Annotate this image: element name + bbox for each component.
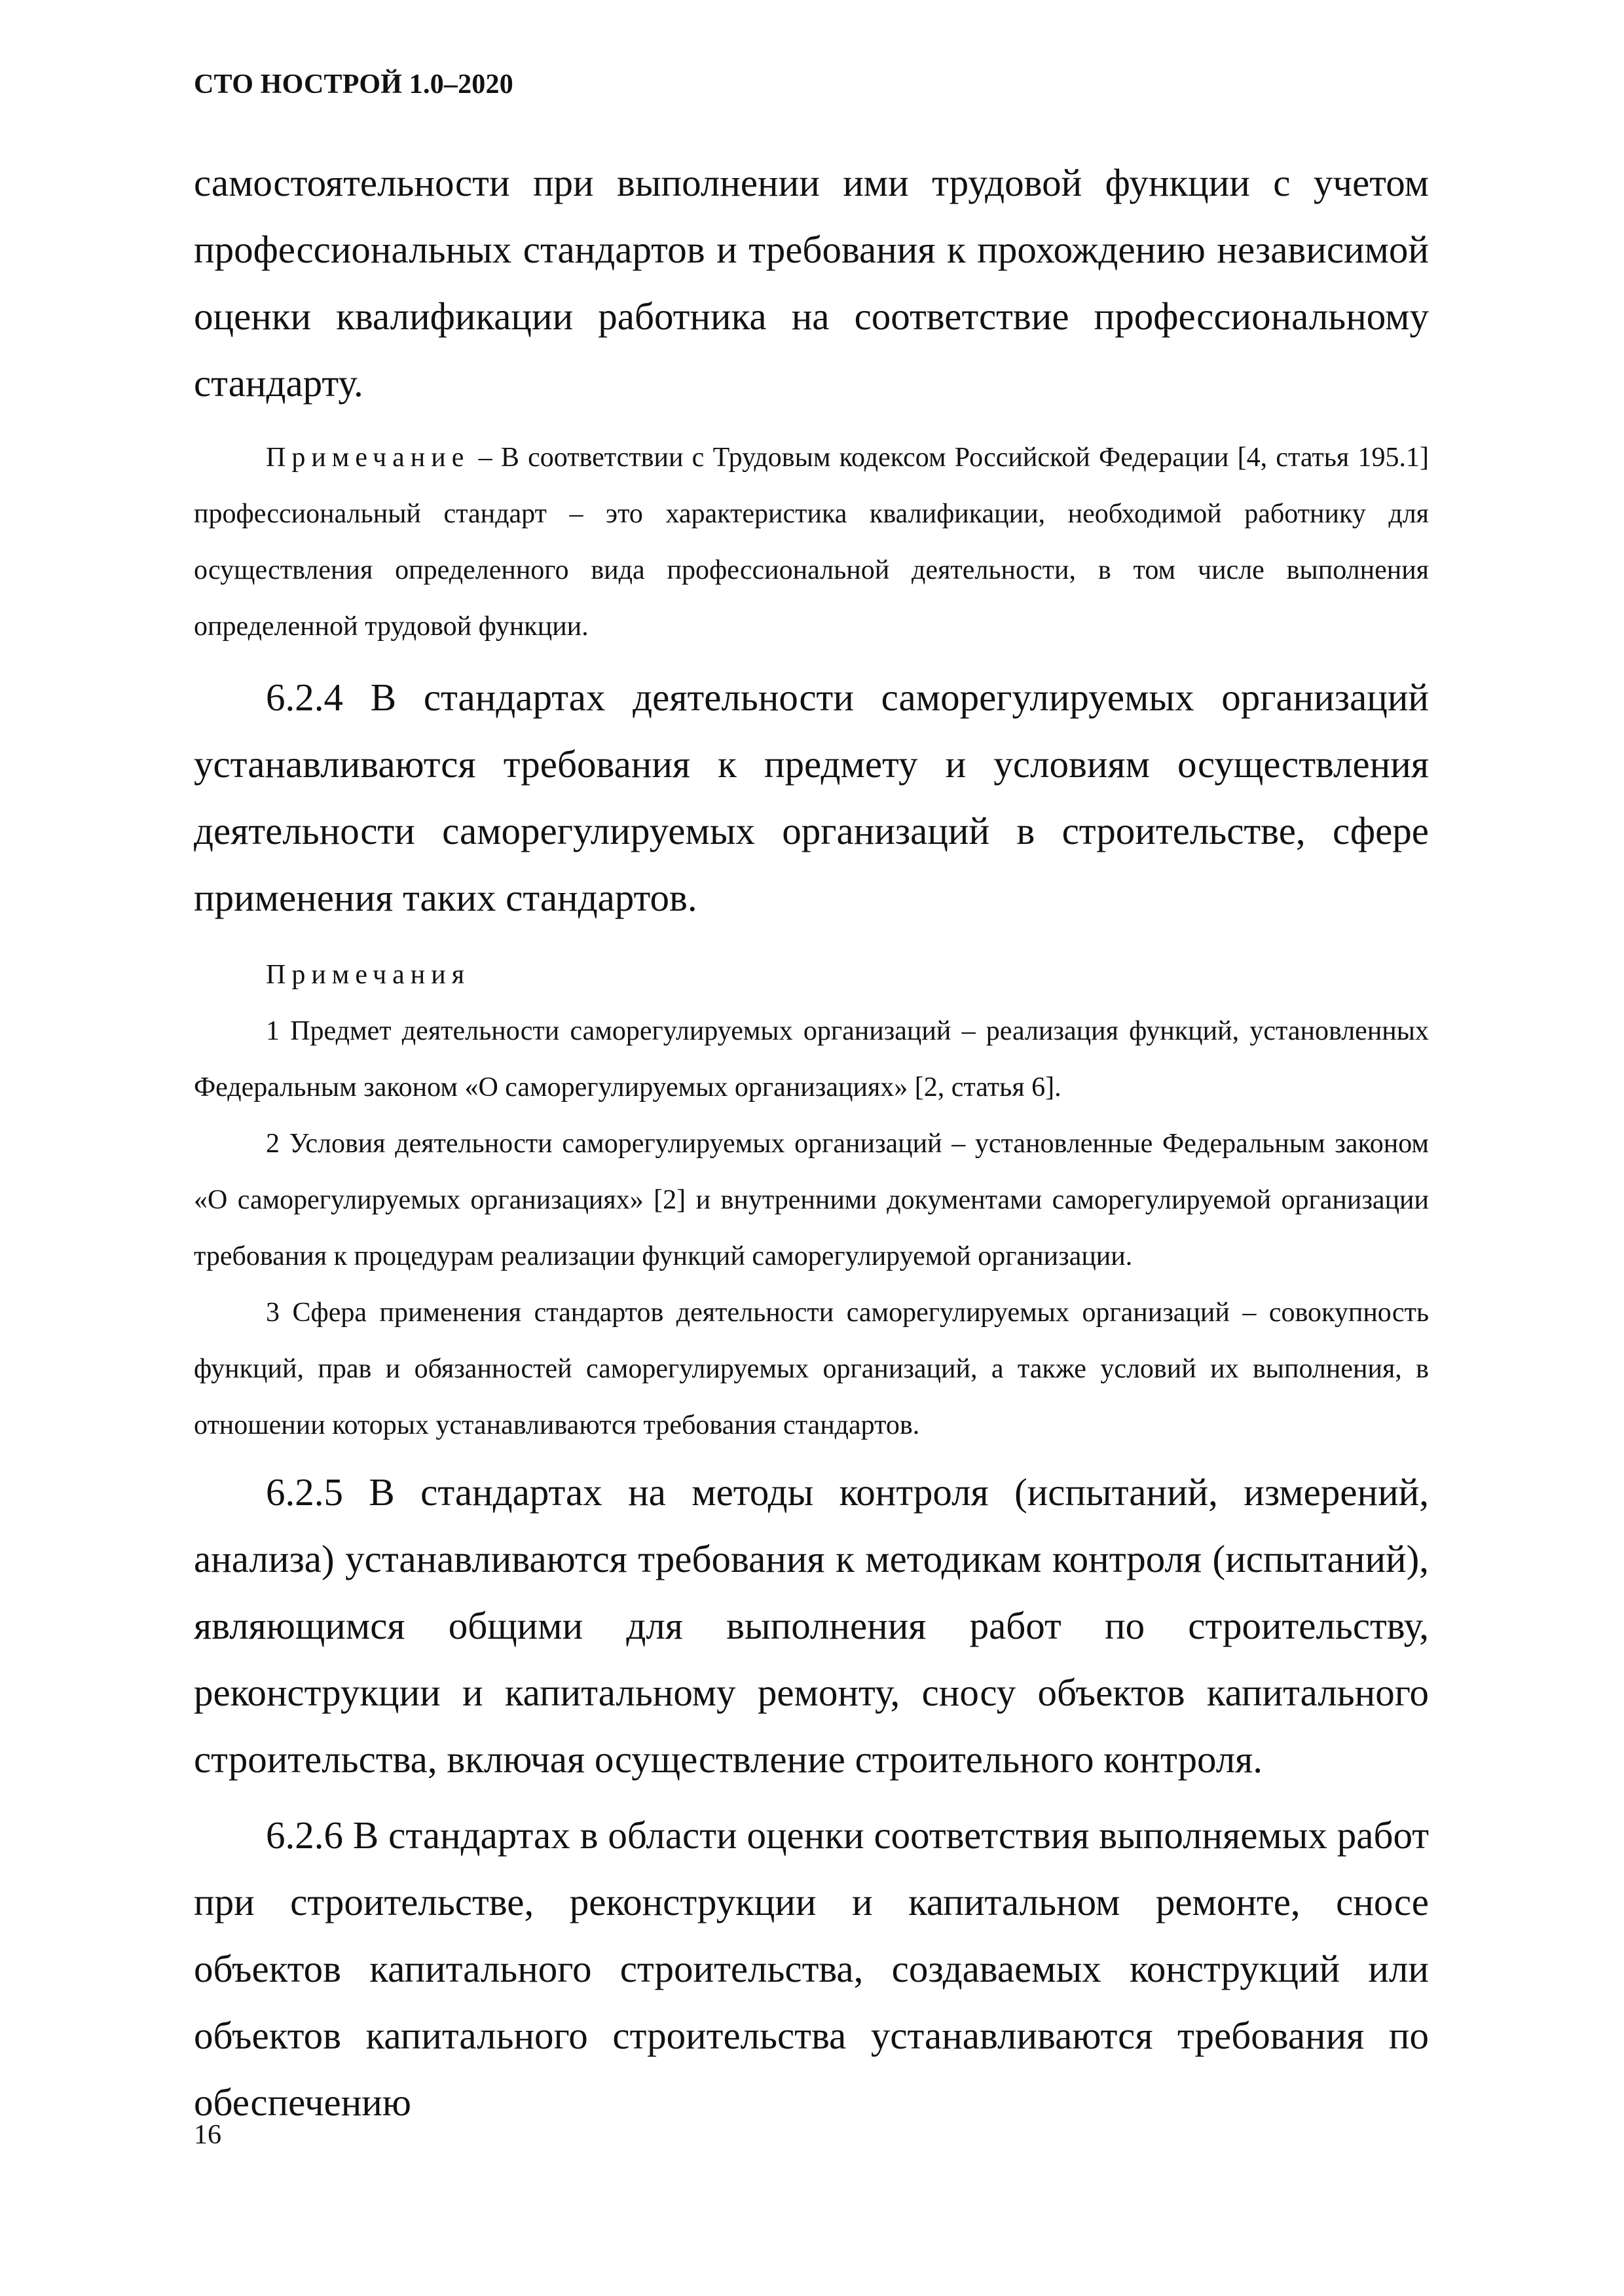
note-text: – В соответствии с Трудовым кодексом Российской Федерации [4, статья 195.1] профессиональный стандарт – это характеристика квалификации, необходимой работнику для осуществления определенного вида профессиональной деятельности, в том числе выполнения определенной трудовой функции. <box>194 443 1429 642</box>
spacing <box>194 655 1429 664</box>
paragraph-continuation: самостоятельности при выполнении ими трудовой функции с учетом профессиональных стандартов и требования к прохождению независимой оценки квалификации работника на соответствие профессиональному стандарту. <box>194 161 1429 405</box>
spacing <box>194 1793 1429 1802</box>
section-6-2-5: 6.2.5 В стандартах на методы контроля (испытаний, измерений, анализа) устанавливаются требования к методикам контроля (испытаний), являющимся общими для выполнения работ по строительству, реконструкции и капитальному ремонту, сносу объектов капитального строительства, включая осуществление строительного контроля. <box>194 1470 1429 1781</box>
note-item-3: 3 Сфера применения стандартов деятельности саморегулируемых организаций – совокупность функций, прав и обязанностей саморегулируемых организаций, а также условий их выполнения, в отношении которых устанавливаются требования стандартов. <box>194 1298 1429 1440</box>
spacing <box>194 416 1429 429</box>
section-6-2-4: 6.2.4 В стандартах деятельности саморегулируемых организаций устанавливаются требования к предмету и условиям осуществления деятельности саморегулируемых организаций в строительстве, сфере применения таких стандартов. <box>194 676 1429 919</box>
section-6-2-6: 6.2.6 В стандартах в области оценки соответствия выполняемых работ при строительстве, реконструкции и капитальном ремонте, сносе объектов капитального строительства, создаваемых конструкций или объектов капитального строительства устанавливаются требования по обеспечению <box>194 1813 1429 2124</box>
note-label: Примечание <box>266 443 470 473</box>
spacing <box>194 931 1429 947</box>
document-body <box>194 149 1429 2136</box>
note-item-1: 1 Предмет деятельности саморегулируемых организаций – реализация функций, установленных Федеральным законом «О саморегулируемых организациях» [2, статья 6]. <box>194 1016 1429 1102</box>
notes-title: Примечания <box>266 960 471 990</box>
note-item-2: 2 Условия деятельности саморегулируемых организаций – установленные Федеральным законом «О саморегулируемых организациях» [2] и внутренними документами саморегулируемой организации требования к процедурам реализации функций саморегулируемой организации. <box>194 1129 1429 1271</box>
page-number: 16 <box>194 2120 221 2150</box>
spacing <box>194 1453 1429 1459</box>
document-header: СТО НОСТРОЙ 1.0–2020 <box>194 69 513 100</box>
note-paragraph <box>194 429 1429 655</box>
